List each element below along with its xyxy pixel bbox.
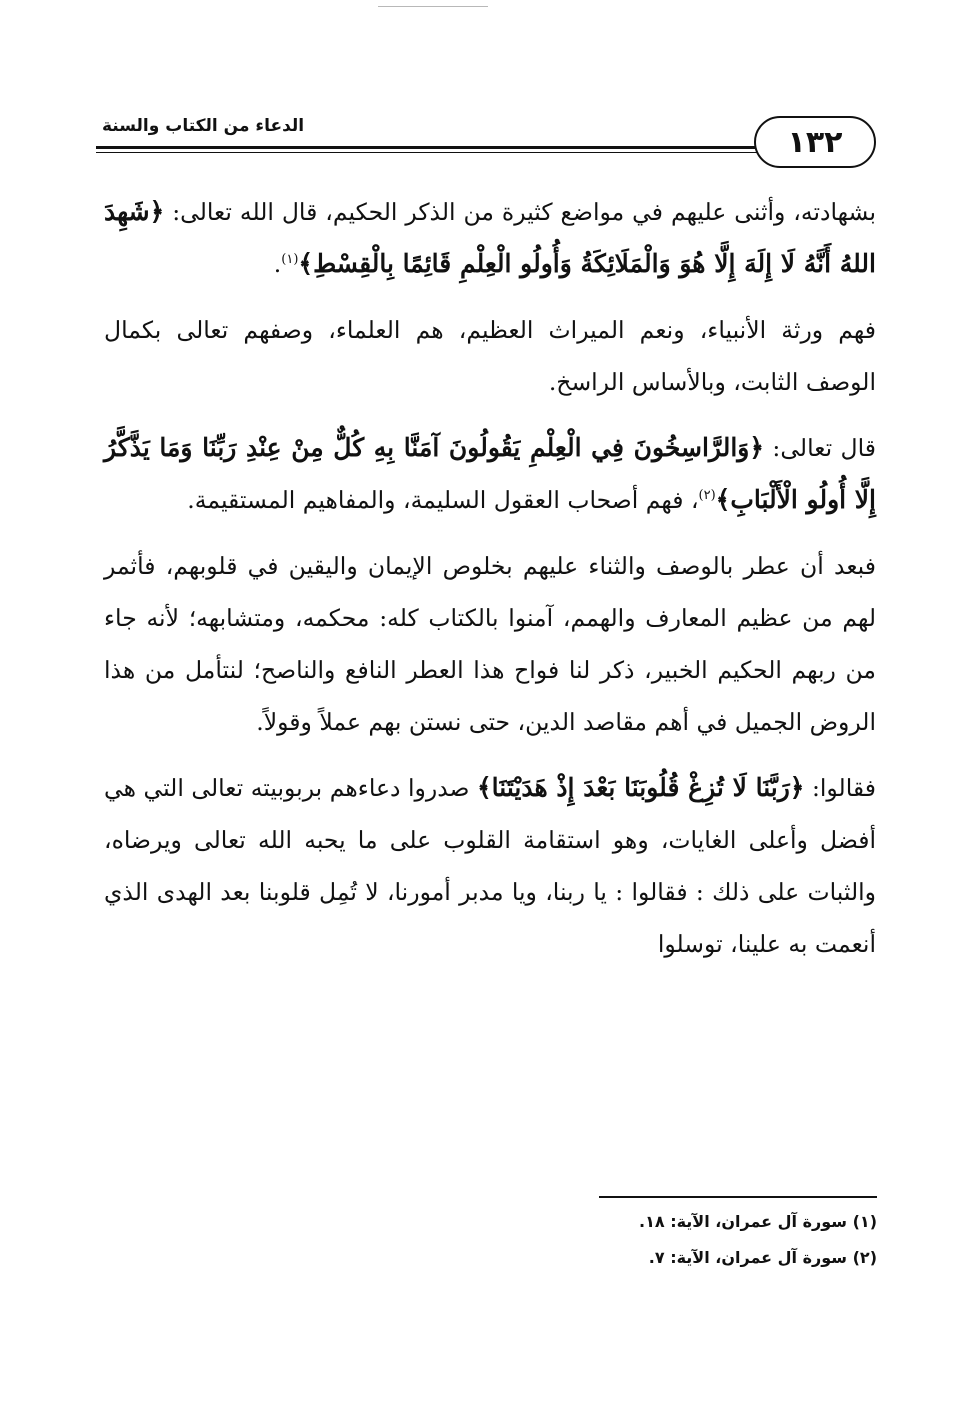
- paragraph-text: فقالوا:: [804, 774, 876, 802]
- paragraph-text: بشهادته، وأثنى عليهم في مواضع كثيرة من الذكر الحكيم، قال الله تعالى:: [164, 198, 876, 226]
- paragraph-text: .: [273, 250, 282, 278]
- quran-verse: ﴿رَبَّنَا لَا تُزِغْ قُلُوبَنَا بَعْدَ إِذْ هَدَيْتَنَا﴾: [477, 773, 805, 802]
- paragraph-text: فبعد أن عطر بالوصف والثناء عليهم بخلوص الإيمان واليقين في قلوبهم، فأثمر لهم من عظيم المعارف والهمم، آمنوا بالكتاب كله: محكمه، ومتشابهه؛ لأنه جاء من ربهم الحكيم الخبير، ذكر لنا فواح هذا العطر النافع والناصح؛ لنتأمل من هذا الروض الجميل في أهم مقاصد الدين، حتى نستن بهم عملاً وقولاً.: [104, 552, 876, 736]
- paragraph: [104, 540, 876, 748]
- paragraph: [104, 422, 876, 526]
- page-number-frame: [754, 116, 876, 168]
- page-number: ١٣٢: [787, 124, 843, 160]
- paragraph-text: صدروا دعاءهم بربوبيته تعالى التي هي أفضل وأعلى الغايات، وهو استقامة القلوب على ما يحبه الله تعالى ويرضاه، والثبات على ذلك : فقالوا : يا ربنا، ويا مدبر أمورنا، لا تُمِل قلوبنا بعد الهدى الذي أنعمت به علينا، توسلوا: [104, 774, 876, 958]
- quran-verse: ﴿وَالرَّاسِخُونَ فِي الْعِلْمِ يَقُولُونَ آمَنَّا بِهِ كُلٌّ مِنْ عِنْدِ رَبِّنَا وَمَا يَذَّكَّرُ إِلَّا أُولُو الْأَلْبَابِ﴾: [104, 433, 876, 514]
- paragraph: [104, 304, 876, 408]
- header-rule-thin: [96, 152, 776, 153]
- paragraph-text: قال تعالى:: [764, 434, 876, 462]
- footnote: (٢) سورة آل عمران، الآية: ٧.: [648, 1248, 877, 1267]
- paragraph: [104, 186, 876, 290]
- page-header: [96, 112, 876, 176]
- running-title: الدعاء من الكتاب والسنة: [102, 116, 305, 136]
- paragraph-text: فهم ورثة الأنبياء، ونعم الميراث العظيم، هم العلماء، وصفهم تعالى بكمال الوصف الثابت، وبالأساس الراسخ.: [104, 316, 876, 396]
- footnotes: [377, 1204, 877, 1276]
- quran-verse: ﴿شَهِدَ اللهُ أَنَّهُ لَا إِلَهَ إِلَّا هُوَ وَالْمَلَائِكَةُ وَأُولُو الْعِلْمِ قَائِمًا بِالْقِسْطِ﴾: [104, 197, 876, 278]
- footnote-rule: [599, 1196, 877, 1198]
- top-scan-mark: [378, 6, 488, 7]
- header-rule: [96, 146, 776, 149]
- footnote-reference: (١): [281, 252, 299, 268]
- body-text: [104, 186, 876, 970]
- paragraph: [104, 762, 876, 970]
- paragraph-text: ، فهم أصحاب العقول السليمة، والمفاهيم المستقيمة.: [187, 486, 699, 514]
- footnote-reference: (٢): [698, 488, 716, 504]
- footnote: (١) سورة آل عمران، الآية: ١٨.: [639, 1212, 877, 1231]
